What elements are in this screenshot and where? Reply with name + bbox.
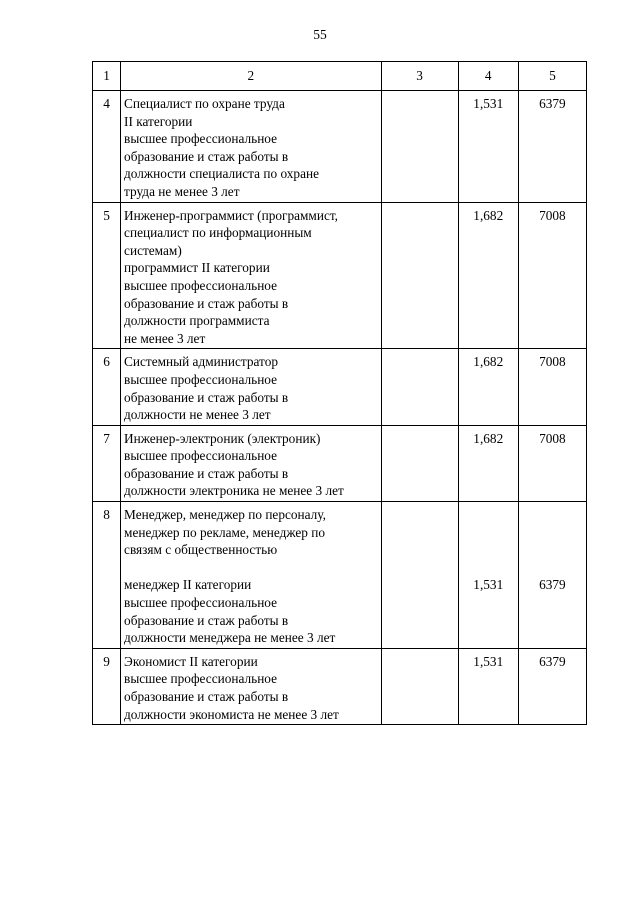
column-3-cell (381, 202, 458, 349)
row-number: 4 (93, 91, 121, 203)
position-description (121, 349, 382, 425)
salary-cell: 7008 (518, 202, 586, 349)
row-number: 6 (93, 349, 121, 425)
table-header-row (93, 62, 587, 91)
coefficient-cell (458, 502, 518, 649)
row-number: 9 (93, 648, 121, 724)
description-line: образование и стаж работы в (124, 148, 289, 164)
position-description (121, 425, 382, 501)
column-header: 4 (458, 62, 518, 91)
description-line: высшее профессиональное (124, 277, 278, 293)
description-line: связям с общественностью (124, 542, 278, 558)
description-line: Системный администратор (124, 354, 278, 370)
position-description (121, 648, 382, 724)
description-line: не менее 3 лет (124, 330, 206, 346)
description-line: Инженер-программист (программист, (124, 207, 338, 223)
description-line: программист II категории (124, 260, 270, 276)
description-line: должности программиста (124, 313, 270, 329)
description-line: высшее профессиональное (124, 595, 278, 611)
coefficient-cell: 1,682 (458, 349, 518, 425)
description-line: Менеджер, менеджер по персоналу, (124, 507, 326, 523)
table-row (93, 425, 587, 501)
description-line: системам) (124, 242, 182, 258)
position-description (121, 202, 382, 349)
description-line: Экономист II категории (124, 653, 258, 669)
column-3-cell (381, 502, 458, 649)
column-3-cell (381, 349, 458, 425)
description-line: менеджер II категории (124, 577, 252, 593)
description-line: высшее профессиональное (124, 448, 278, 464)
column-header: 3 (381, 62, 458, 91)
column-3-cell (381, 91, 458, 203)
salary-cell: 6379 (518, 648, 586, 724)
coefficient-cell: 1,682 (458, 202, 518, 349)
table-row (93, 91, 587, 203)
description-line: II категории (124, 113, 193, 129)
description-line: Специалист по охране труда (124, 96, 285, 111)
coefficient-value: 1,531 (473, 577, 504, 593)
coefficient-cell: 1,531 (458, 648, 518, 724)
description-line: Инженер-электроник (электроник) (124, 430, 321, 446)
column-header: 1 (93, 62, 121, 91)
salary-cell (518, 502, 586, 649)
staff-position-table (92, 61, 587, 725)
description-line: высшее профессиональное (124, 131, 278, 147)
row-number: 5 (93, 202, 121, 349)
column-3-cell (381, 425, 458, 501)
coefficient-cell: 1,682 (458, 425, 518, 501)
description-line: образование и стаж работы в (124, 612, 289, 628)
description-line: должности экономиста не менее 3 лет (124, 706, 339, 722)
table-row (93, 202, 587, 349)
description-line: образование и стаж работы в (124, 465, 289, 481)
description-line: высшее профессиональное (124, 371, 278, 387)
row-number: 7 (93, 425, 121, 501)
coefficient-cell: 1,531 (458, 91, 518, 203)
description-line: образование и стаж работы в (124, 295, 289, 311)
table-row (93, 349, 587, 425)
description-line: высшее профессиональное (124, 671, 278, 687)
salary-cell: 6379 (518, 91, 586, 203)
column-3-cell (381, 648, 458, 724)
table-row (93, 502, 587, 649)
description-line: менеджер по рекламе, менеджер по (124, 524, 326, 540)
description-line: специалист по информационным (124, 225, 312, 241)
salary-value: 6379 (539, 577, 566, 593)
description-line: образование и стаж работы в (124, 689, 289, 704)
description-line: должности не менее 3 лет (124, 407, 271, 423)
position-description (121, 502, 382, 649)
page-number: 55 (313, 27, 327, 42)
column-header: 5 (518, 62, 586, 91)
description-line: должности специалиста по охране (124, 166, 320, 182)
table-row (93, 648, 587, 724)
salary-cell: 7008 (518, 425, 586, 501)
row-number: 8 (93, 502, 121, 649)
description-line: должности менеджера не менее 3 лет (124, 630, 336, 646)
description-line: труда не менее 3 лет (124, 183, 240, 199)
position-description (121, 91, 382, 203)
column-header: 2 (121, 62, 382, 91)
salary-cell: 7008 (518, 349, 586, 425)
description-line: образование и стаж работы в (124, 389, 289, 405)
description-line: должности электроника не менее 3 лет (124, 483, 344, 499)
description-gap (124, 559, 377, 577)
